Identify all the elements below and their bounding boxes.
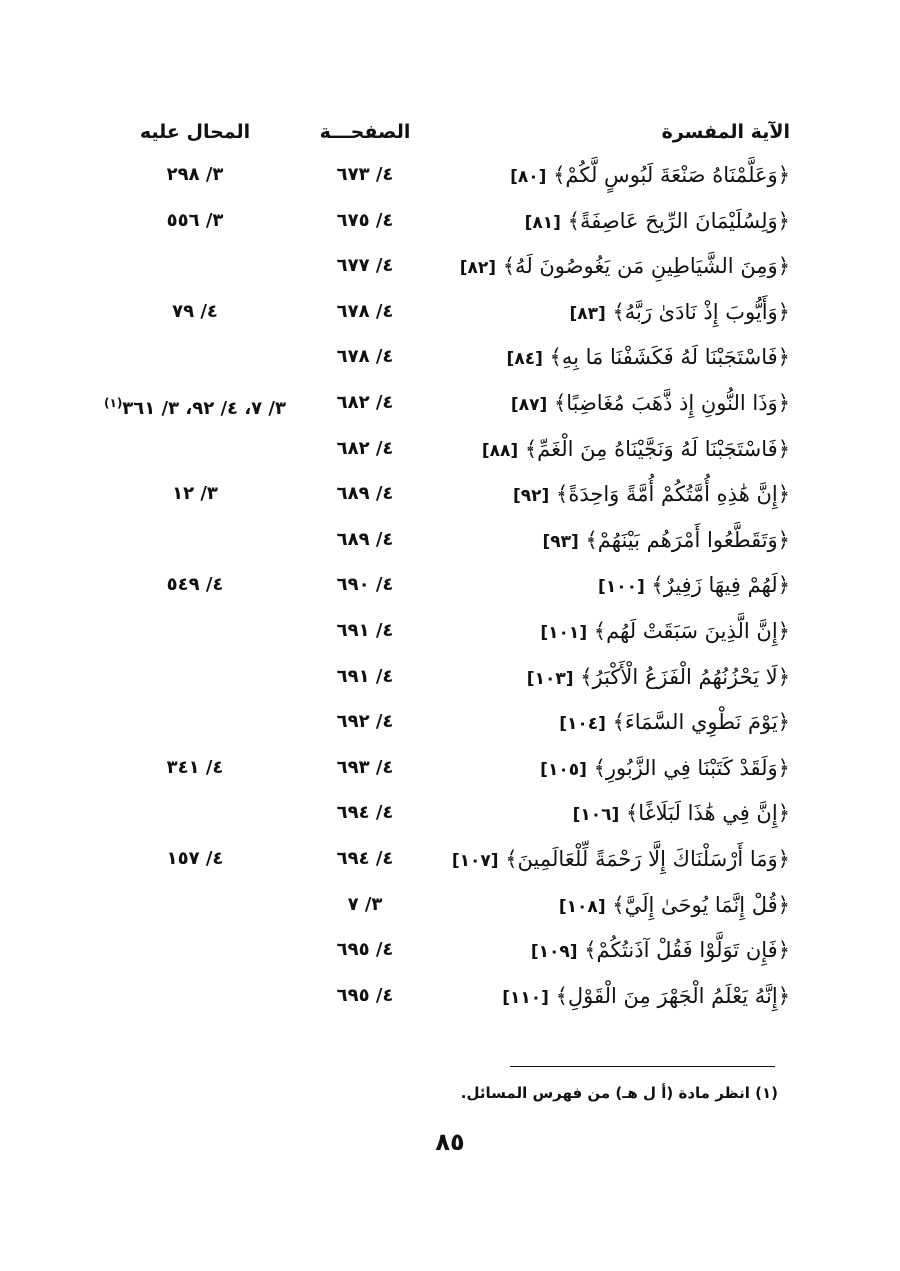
table-row	[90, 657, 790, 703]
ayah-cell	[430, 885, 790, 927]
page-number: ٨٥	[435, 1128, 465, 1156]
page-cell: ٤/ ٦٨٩	[336, 483, 394, 505]
ayah-text: ﴿وَأَيُّوبَ إِذْ نَادَىٰ رَبَّهُ﴾	[612, 299, 790, 324]
page-cell: ٤/ ٦٩٤	[336, 802, 394, 824]
ayah-text: ﴿لَا يَحْزُنُهُمُ الْفَزَعُ الْأَكْبَرُ﴾	[580, 664, 790, 689]
page-cell: ٤/ ٦٨٢	[336, 392, 394, 413]
table-row	[90, 155, 790, 201]
table-row	[90, 611, 790, 657]
ayah-cell	[430, 292, 790, 334]
table-row	[90, 748, 790, 794]
page-cell: ٣/ ٧	[347, 893, 383, 915]
ayah-number: [٨٤]	[506, 349, 543, 370]
ayah-text: ﴿وَمِنَ الشَّيَاطِينِ مَن يَغُوصُونَ لَهُ﴾	[502, 254, 790, 279]
ref-cell	[90, 565, 300, 605]
ayah-cell	[430, 611, 790, 653]
ayah-number: [١٠٧]	[451, 851, 499, 871]
ayah-number: [٨٨]	[481, 440, 519, 461]
ayah-number: [١٠٠]	[598, 577, 645, 598]
ayah-cell	[430, 520, 790, 562]
ayah-cell	[430, 657, 790, 699]
ayah-number: [٨٧]	[510, 395, 548, 415]
footnote: (١) انظر مادة (أ ل هـ) من فهرس المسائل.	[460, 1084, 778, 1102]
table-row	[90, 885, 790, 931]
header-ayah: الآية المفسرة	[661, 121, 790, 143]
page-cell: ٤/ ٦٨٩	[336, 528, 394, 550]
ayah-cell	[430, 201, 790, 243]
page-cell: ٤/ ٦٩٢	[336, 711, 394, 733]
footnote-divider	[510, 1066, 775, 1067]
ref-cell	[90, 383, 300, 429]
ref-text: ٣/ ٧، ٤/ ٩٢، ٣/ ٣٦١	[122, 398, 286, 419]
ayah-number: [٨١]	[524, 212, 561, 233]
ayah-number: [١٠٥]	[540, 759, 587, 780]
ayah-cell	[430, 976, 790, 1018]
ayah-text: ﴿وَمَا أَرْسَلْنَاكَ إِلَّا رَحْمَةً لِّلْعَالَمِينَ﴾	[505, 847, 790, 871]
ayah-text: ﴿لَهُمْ فِيهَا زَفِيرٌ﴾	[651, 573, 790, 598]
ayah-text: ﴿إِنَّ الَّذِينَ سَبَقَتْ لَهُم﴾	[593, 619, 790, 643]
ayah-cell	[430, 793, 790, 835]
ref-cell	[90, 474, 300, 514]
ref-text: ٣/ ٥٥٦	[166, 209, 224, 231]
table-row	[90, 474, 790, 520]
ayah-number: [١٠٤]	[559, 714, 606, 735]
page-cell: ٤/ ٦٧٨	[336, 300, 394, 322]
ref-text: ٤/ ١٥٧	[166, 848, 224, 869]
table-row	[90, 976, 790, 1022]
table-row	[90, 201, 790, 247]
page-cell: ٤/ ٦٩٠	[336, 574, 394, 596]
ref-text: ٤/ ٥٤٩	[166, 574, 224, 596]
table-row	[90, 246, 790, 292]
ayah-text: ﴿وَذَا النُّونِ إِذ ذَّهَبَ مُغَاضِبًا﴾	[553, 391, 790, 415]
table-row	[90, 839, 790, 885]
ayah-text: ﴿وَلِسُلَيْمَانَ الرِّيحَ عَاصِفَةً﴾	[567, 208, 790, 233]
footnote-marker: (١)	[104, 396, 123, 410]
ayah-number: [١٠٣]	[526, 668, 574, 689]
ayah-number: [١١٠]	[502, 987, 549, 1008]
table-row	[90, 565, 790, 611]
ayah-text: ﴿قُلْ إِنَّمَا يُوحَىٰ إِلَيَّ﴾	[612, 892, 790, 917]
ref-cell	[90, 839, 300, 879]
ayah-cell	[430, 337, 790, 379]
ayah-text: ﴿فَإِن تَوَلَّوْا فَقُلْ آذَنتُكُمْ﴾	[584, 938, 790, 963]
ayah-text: ﴿فَاسْتَجَبْنَا لَهُ فَكَشَفْنَا مَا بِهِ﴾	[549, 345, 790, 370]
ayah-number: [١٠٩]	[530, 942, 578, 963]
table-row	[90, 292, 790, 338]
ayah-cell	[430, 565, 790, 607]
ayah-cell	[430, 155, 790, 197]
ayah-cell	[430, 474, 790, 516]
ref-cell	[90, 748, 300, 788]
ref-cell	[90, 292, 300, 332]
ayah-text: ﴿إِنَّهُ يَعْلَمُ الْجَهْرَ مِنَ الْقَوْلِ﴾	[555, 983, 790, 1008]
page-cell: ٤/ ٦٧٥	[336, 209, 394, 231]
ayah-number: [١٠٨]	[558, 896, 606, 917]
ayah-cell	[430, 839, 790, 881]
ayah-cell	[430, 930, 790, 972]
ref-text: ٣/ ١٢	[172, 483, 218, 505]
page-cell: ٤/ ٦٩١	[336, 620, 394, 641]
ref-text: ٤/ ٣٤١	[166, 756, 224, 778]
page-cell: ٤/ ٦٩١	[336, 665, 394, 687]
table-row	[90, 429, 790, 475]
ayah-number: [١٠٦]	[572, 805, 620, 826]
ref-cell	[90, 201, 300, 241]
ayah-text: ﴿فَاسْتَجَبْنَا لَهُ وَنَجَّيْنَاهُ مِنَ الْغَمِّ﴾	[524, 436, 790, 461]
page-cell: ٤/ ٦٩٥	[336, 984, 394, 1006]
ayah-number: [٩٣]	[542, 531, 579, 552]
ayah-number: [٩٢]	[513, 486, 550, 507]
ayah-number: [١٠١]	[540, 623, 588, 643]
ayah-cell	[430, 429, 790, 471]
page-cell: ٤/ ٦٧٣	[336, 164, 394, 185]
ayah-text: ﴿وَتَقَطَّعُوا أَمْرَهُم بَيْنَهُمْ﴾	[585, 527, 790, 552]
ayah-number: [٨٢]	[459, 258, 497, 279]
ayah-cell	[430, 246, 790, 288]
table-row	[90, 337, 790, 383]
ayah-number: [٨٣]	[569, 303, 606, 324]
page-cell: ٤/ ٦٨٢	[336, 437, 394, 459]
table-row	[90, 702, 790, 748]
header-page: الصفحـــة	[319, 121, 411, 143]
table-row	[90, 793, 790, 839]
page-cell: ٤/ ٦٩٤	[336, 848, 394, 869]
table-row	[90, 383, 790, 429]
ref-text: ٤/ ٧٩	[172, 300, 218, 322]
ayah-number: [٨٠]	[510, 167, 547, 187]
ref-cell	[90, 155, 300, 195]
table-row	[90, 520, 790, 566]
ref-text: ٣/ ٢٩٨	[166, 164, 224, 185]
ayah-text: ﴿وَعَلَّمْنَاهُ صَنْعَةَ لَبُوسٍ لَّكُمْ﴾	[553, 163, 790, 187]
table-row	[90, 930, 790, 976]
page-cell: ٤/ ٦٩٥	[336, 939, 394, 961]
ayah-text: ﴿إِنَّ هَٰذِهِ أُمَّتُكُمْ أُمَّةً وَاحِدَةً﴾	[556, 482, 790, 507]
ayah-cell	[430, 702, 790, 744]
header-ref: المحال عليه	[139, 121, 251, 143]
ayah-cell	[430, 748, 790, 790]
ayah-text: ﴿وَلَقَدْ كَتَبْنَا فِي الزَّبُورِ﴾	[593, 755, 790, 780]
page-cell: ٤/ ٦٧٨	[336, 346, 394, 368]
table-header	[90, 112, 790, 152]
ayah-cell	[430, 383, 790, 425]
ayah-text: ﴿إِنَّ فِي هَٰذَا لَبَلَاغًا﴾	[625, 801, 790, 826]
ayah-text: ﴿يَوْمَ نَطْوِي السَّمَاءَ﴾	[612, 710, 790, 735]
page-cell: ٤/ ٦٧٧	[336, 255, 394, 277]
page-cell: ٤/ ٦٩٣	[336, 756, 394, 778]
